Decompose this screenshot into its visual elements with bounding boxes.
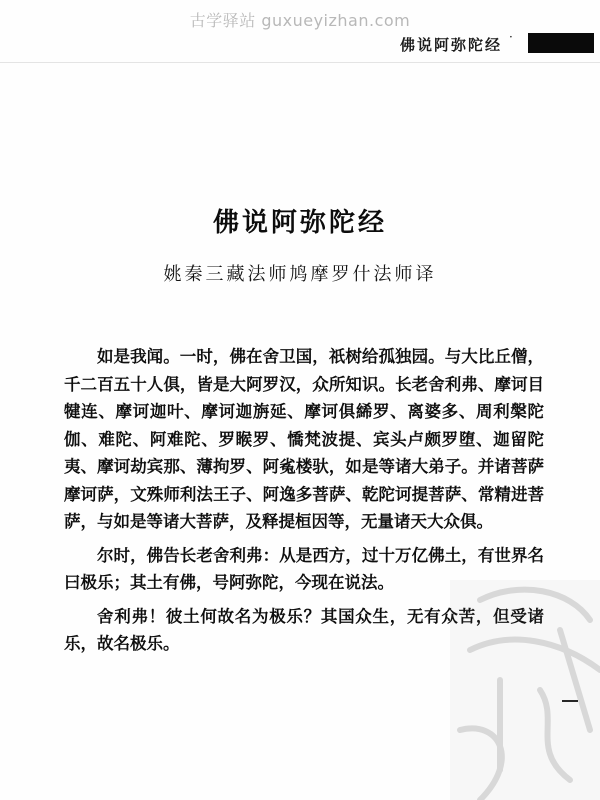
watermark-url: 古学驿站 guxueyizhan.com bbox=[189, 11, 411, 30]
paragraph-2: 尔时，佛告长老舍利弗：从是西方，过十万亿佛土，有世界名曰极乐；其土有佛，号阿弥陀，今现在说法。 bbox=[64, 545, 544, 592]
running-header-title: 佛说阿弥陀经 bbox=[400, 36, 503, 54]
header-rule bbox=[0, 62, 600, 63]
redaction-block bbox=[528, 33, 594, 53]
paragraph-3: 舍利弗！彼土何故名为极乐？其国众生，无有众苦，但受诸乐，故名极乐。 bbox=[64, 606, 544, 653]
seal-stamp-icon bbox=[440, 570, 600, 800]
running-header-dot: · bbox=[509, 30, 513, 44]
paragraph-1: 如是我闻。一时，佛在舍卫国，祇树给孤独园。与大比丘僧，千二百五十人俱，皆是大阿罗汉，众所知识。长老舍利弗、摩诃目犍连、摩诃迦叶、摩诃迦旃延、摩诃俱絺罗、离婆多、周利槃陀伽、难陀、阿难陀、罗睺罗、憍梵波提、宾头卢颇罗堕、迦留陀夷、摩诃劫宾那、薄拘罗、阿㝹楼驮，如是等诸大弟子。并诸菩萨摩诃萨，文殊师利法王子、阿逸多菩萨、乾陀诃提菩萨、常精进菩萨，与如是等诸大菩萨，及释提桓因等，无量诸天大众俱。 bbox=[64, 347, 544, 531]
translator-line: 姚秦三藏法师鸠摩罗什法师译 bbox=[163, 264, 437, 285]
page-title: 佛说阿弥陀经 bbox=[212, 208, 387, 238]
